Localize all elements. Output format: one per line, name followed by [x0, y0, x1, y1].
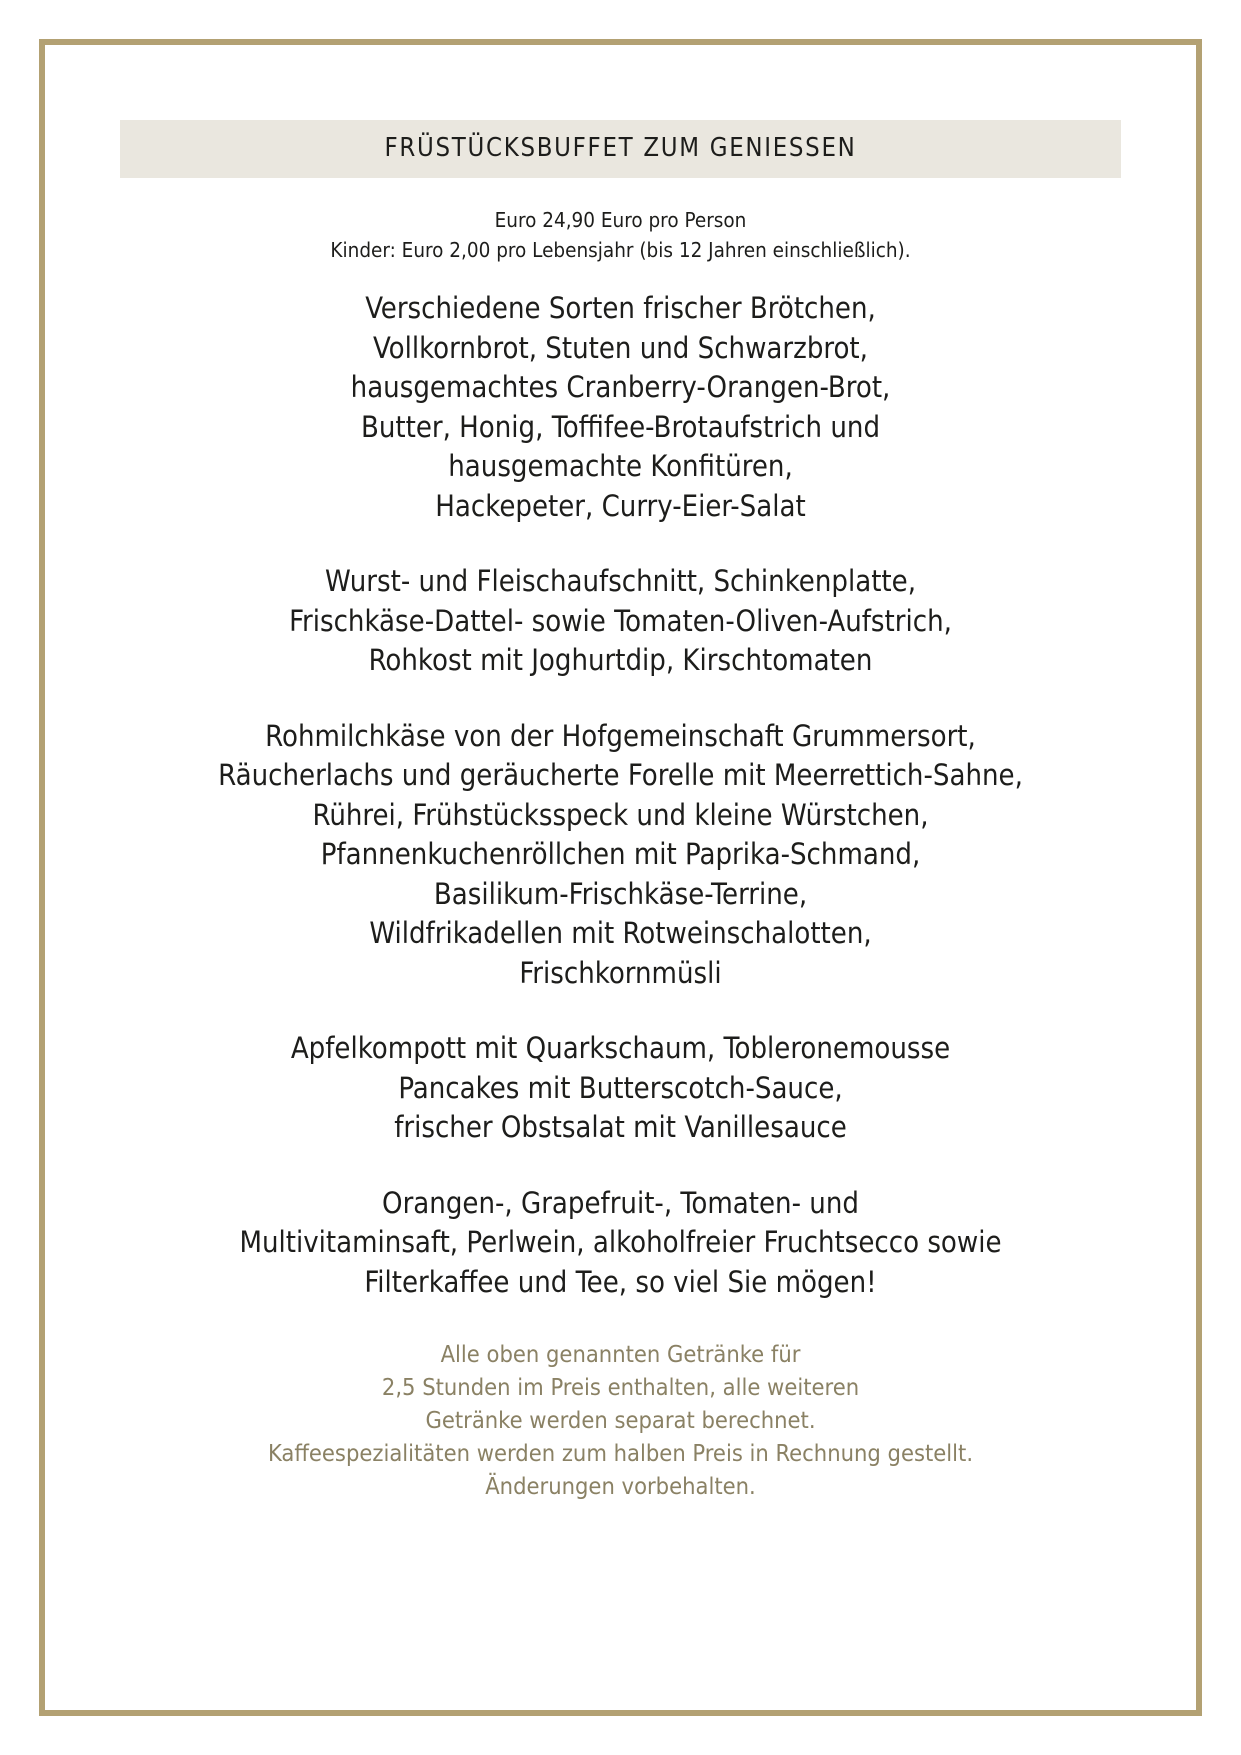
menu-line: Vollkornbrot, Stuten und Schwarzbrot, — [373, 330, 868, 365]
footnote-line: Getränke werden separat berechnet. — [425, 1406, 816, 1434]
menu-line: Rührei, Frühstücksspeck und kleine Würstchen, — [312, 797, 929, 832]
footnote-block — [120, 1338, 1121, 1503]
menu-line: Hackepeter, Curry-Eier-Salat — [435, 488, 806, 523]
menu-line: Verschiedene Sorten frischer Brötchen, — [365, 291, 876, 325]
menu-line: Filterkaffee und Tee, so viel Sie mögen! — [364, 1264, 877, 1299]
price-adult: Euro 24,90 Euro pro Person — [494, 208, 747, 232]
menu-sections — [120, 289, 1121, 1302]
menu-line: Butter, Honig, Toffifee-Brotaufstrich und — [360, 409, 881, 444]
menu-line: Wildfrikadellen mit Rotweinschalotten, — [369, 916, 872, 950]
menu-line: Pfannenkuchenröllchen mit Paprika-Schmand, — [320, 837, 921, 871]
page-title: FRÜSTÜCKSBUFFET ZUM GENIESSEN — [384, 133, 857, 163]
menu-line: frischer Obstsalat mit Vanillesauce — [394, 1110, 847, 1144]
menu-line: Orangen-, Grapefruit-, Tomaten- und — [382, 1185, 859, 1220]
page-title-bar — [120, 120, 1121, 178]
menu-section-breads — [120, 289, 1121, 526]
footnote-line: Kaffeespezialitäten werden zum halben Preis in Rechnung gestellt. — [267, 1439, 974, 1467]
menu-section-drinks — [120, 1184, 1121, 1303]
menu-line: Frischkäse-Dattel- sowie Tomaten-Oliven-Aufstrich, — [289, 603, 952, 638]
menu-line: Apfelkompott mit Quarkschaum, Tobleronemousse — [290, 1031, 951, 1065]
menu-line: Frischkornmüsli — [519, 955, 722, 990]
pricing-block — [120, 205, 1121, 265]
menu-line: Wurst- und Fleischaufschnitt, Schinkenplatte, — [324, 564, 916, 598]
footnote-line: 2,5 Stunden im Preis enthalten, alle weiteren — [381, 1373, 860, 1401]
menu-line: Rohmilchkäse von der Hofgemeinschaft Grummersort, — [265, 718, 976, 753]
menu-section-hot-dishes — [120, 717, 1121, 994]
menu-section-cold-cuts — [120, 562, 1121, 681]
menu-line: Multivitaminsaft, Perlwein, alkoholfreier Fruchtsecco sowie — [239, 1225, 1002, 1259]
menu-line: hausgemachtes Cranberry-Orangen-Brot, — [350, 370, 891, 404]
menu-line: hausgemachte Konfitüren, — [448, 449, 793, 483]
footnote-line: Änderungen vorbehalten. — [485, 1472, 756, 1500]
price-children: Kinder: Euro 2,00 pro Lebensjahr (bis 12 Jahren einschließlich). — [330, 238, 911, 262]
menu-line: Pancakes mit Butterscotch-Sauce, — [398, 1070, 843, 1105]
footnote-line: Alle oben genannten Getränke für — [440, 1340, 801, 1368]
menu-line: Basilikum-Frischkäse-Terrine, — [433, 876, 808, 911]
menu-line: Rohkost mit Joghurtdip, Kirschtomaten — [368, 643, 873, 677]
menu-line: Räucherlachs und geräucherte Forelle mit Meerrettich-Sahne, — [218, 758, 1023, 792]
menu-section-desserts — [120, 1029, 1121, 1148]
